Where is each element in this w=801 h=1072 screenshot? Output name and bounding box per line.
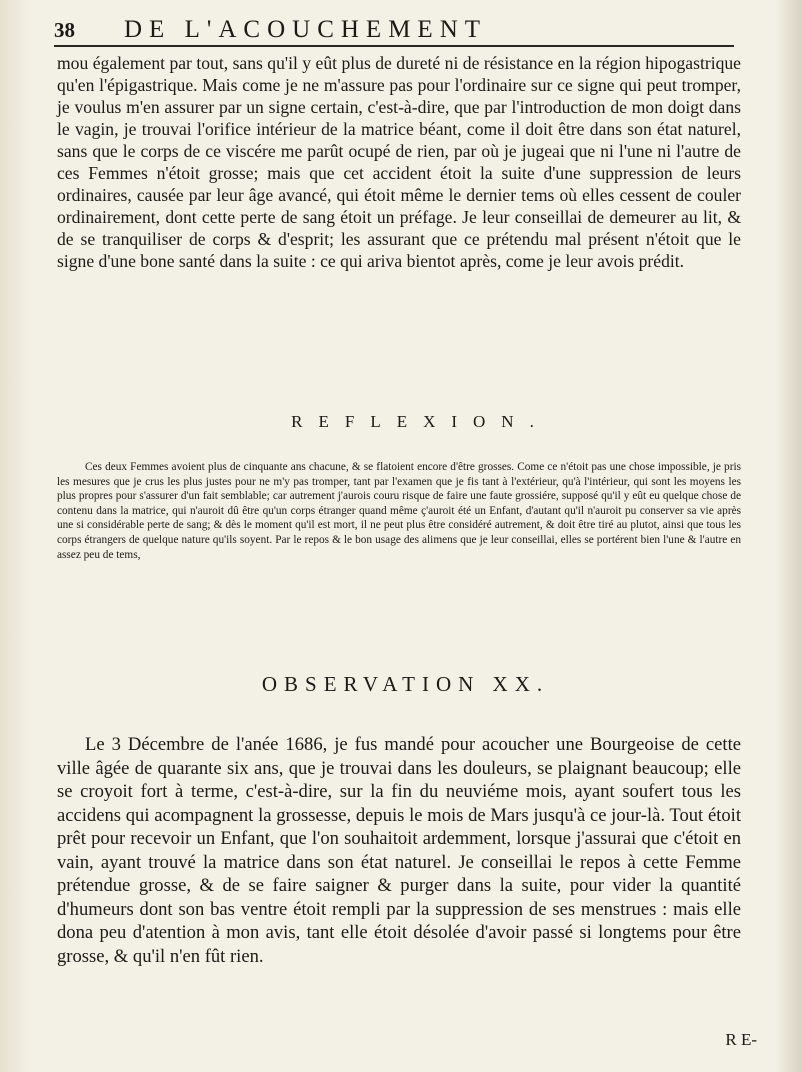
reflexion-block: [57, 460, 741, 562]
page-edge-shadow: [775, 0, 801, 1072]
page-gutter-shadow: [0, 0, 30, 1072]
page-number: 38: [54, 18, 75, 42]
observation-heading: OBSERVATION XX.: [261, 672, 550, 696]
continued-paragraph: mou également par tout, sans qu'il y eût plus de dureté ni de résistance en la région hipogastrique qu'en l'épigastrique. Mais come je ne m'assure pas pour l'ordinaire sur ce signe qui peut tromper, je voulus m'en assurer par un signe certain, c'est-à-dire, que par l'introduction de mon doigt dans le vagin, je trouvai l'orifice intérieur de la matrice béant, come il doit être dans son état naturel, sans que le corps de ce viscére me parût ocupé de rien, par où je jugeai que ni l'une ni l'autre de ces Femmes n'étoit grosse; mais que cet accident étoit la suite d'une suppression de leurs ordinaires, causée par leur âge avancé, qui étoit même le dernier tems où elles cessent de couler ordinairement, dont cette perte de sang étoit un préfage. Je leur conseillai de demeurer au lit, & de se tranquiliser de corps & d'esprit; les assurant que ce prétendu mal présent n'étoit que le signe d'une bone santé dans la suite : ce qui ariva bientot après, come je leur avois prédit.: [57, 53, 741, 271]
observation-text: Le 3 Décembre de l'anée 1686, je fus mandé pour acoucher une Bourgeoise de cette ville âgée de quarante six ans, que je trouvai dans les douleurs, se plaignant beaucoup; elle se croyoit fort à terme, c'est-à-dire, sur la fin du neuviéme mois, ayant soufert tous les accidens qui acompagnent la grossesse, depuis le mois de Mars jusqu'à ce jour-là. Tout étoit prêt pour recevoir un Enfant, que l'on souhaitoit ardemment, lorsque j'assurai que c'étoit en vain, ayant trouvé la matrice dans son état naturel. Je conseillai le repos à cette Femme prétendue grosse, & de se faire saigner & purger dans la suite, pour vider la quantité d'humeurs dont son bas ventre étoit rempli par la suppression de ses menstrues : mais elle dona peu d'atention à mon avis, tant elle étoit désolée d'avoir passé si longtems pour être grosse, & qu'il n'en fût rien.: [57, 734, 741, 967]
continued-paragraph-block: [57, 52, 741, 272]
reflexion-text: Ces deux Femmes avoient plus de cinquante ans chacune, & se flatoient encore d'être grosses. Come ce n'étoit pas une chose impossible, je pris les mesures que je crus les plus justes pour ne m'y pas tromper, tant par l'examen que je fis tant à l'extérieur, qu'à l'intérieur, qui sont les moyens les plus propres pour s'assurer d'un fait semblable; car autrement j'aurois couru risque de faire une faute grossiére, supposé qu'il y eût eu quelque chose de contenu dans la matrice, qui n'auroit dû être qu'un corps étranger quand même ç'auroit été un Enfant, d'autant qu'il n'auroit pu conserver sa vie après une si considérable perte de sang; & dès le moment qu'il est mort, il ne peut plus être considéré autrement, & doit être tiré au plutot, ainsi que tous les corps étrangers de quelque nature qu'ils soyent. Par le repos & le bon usage des alimens que je leur conseillai, elles se portérent bien l'une & l'autre en assez peu de tems,: [57, 461, 741, 561]
observation-block: [57, 733, 741, 968]
header-rule: [54, 45, 734, 47]
running-head: DE L'ACOUCHEMENT: [124, 16, 488, 43]
reflexion-heading: REFLEXION.: [291, 412, 550, 431]
page-header: [54, 16, 734, 46]
catchword: R E-: [725, 1030, 757, 1049]
